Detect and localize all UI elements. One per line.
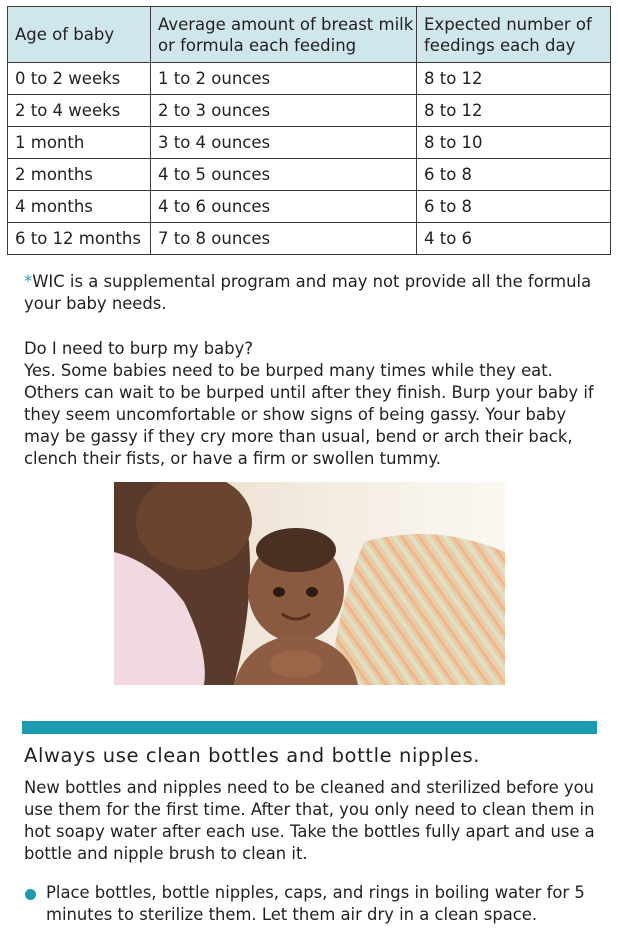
section-title: Always use clean bottles and bottle nipples.: [24, 744, 481, 767]
table-cell: 4 to 6 ounces: [151, 191, 417, 223]
table-cell: 1 to 2 ounces: [151, 63, 417, 95]
table-row: [8, 127, 611, 159]
table-cell: 6 to 8: [417, 159, 611, 191]
table-cell: 0 to 2 weeks: [8, 63, 151, 95]
table-cell: 1 month: [8, 127, 151, 159]
table-cell: 4 to 6: [417, 223, 611, 255]
sterilize-list: [24, 882, 604, 926]
table-cell: 8 to 10: [417, 127, 611, 159]
section-divider: [22, 721, 597, 734]
table-cell: 2 to 3 ounces: [151, 95, 417, 127]
table-row: [8, 63, 611, 95]
table-cell: 6 to 8: [417, 191, 611, 223]
table-cell: 4 months: [8, 191, 151, 223]
list-item: [24, 882, 604, 926]
table-cell: 2 months: [8, 159, 151, 191]
table-cell: 4 to 5 ounces: [151, 159, 417, 191]
parent-baby-photo: [114, 482, 505, 685]
table-row: [8, 191, 611, 223]
table-cell: 6 to 12 months: [8, 223, 151, 255]
header-feedings: Expected number of feedings each day: [417, 7, 611, 63]
wic-footnote: [24, 271, 604, 315]
footnote-marker: *: [24, 272, 33, 291]
feeding-table: [7, 6, 611, 255]
table-row: [8, 159, 611, 191]
table-header-row: [8, 7, 611, 63]
table-cell: 3 to 4 ounces: [151, 127, 417, 159]
header-age: Age of baby: [8, 7, 151, 63]
burp-answer: Yes. Some babies need to be burped many times while they eat. Others can wait to be burped until after they finish. Burp your baby if they seem uncomfortable or show signs of being gassy. Your baby may be gassy if they cry more than usual, bend or arch their back, clench their fists, or have a firm or swollen tummy.: [24, 361, 594, 468]
burp-question: Do I need to burp my baby?: [24, 339, 254, 358]
table-cell: 2 to 4 weeks: [8, 95, 151, 127]
table-cell: 7 to 8 ounces: [151, 223, 417, 255]
clean-body: New bottles and nipples need to be cleaned and sterilized before you use them for the first time. After that, you only need to clean them in hot soapy water after each use. Take the bottles fully apart and use a bottle and nipple brush to clean it.: [24, 778, 595, 863]
table-row: [8, 223, 611, 255]
footnote-text: WIC is a supplemental program and may not provide all the formula your baby needs.: [24, 272, 592, 313]
header-amount: Average amount of breast milk or formula each feeding: [151, 7, 417, 63]
bullet-dot-icon: [25, 889, 36, 900]
table-cell: 8 to 12: [417, 63, 611, 95]
table-cell: 8 to 12: [417, 95, 611, 127]
list-item-text: Place bottles, bottle nipples, caps, and rings in boiling water for 5 minutes to sterilize them. Let them air dry in a clean space.: [46, 883, 585, 924]
table-row: [8, 95, 611, 127]
